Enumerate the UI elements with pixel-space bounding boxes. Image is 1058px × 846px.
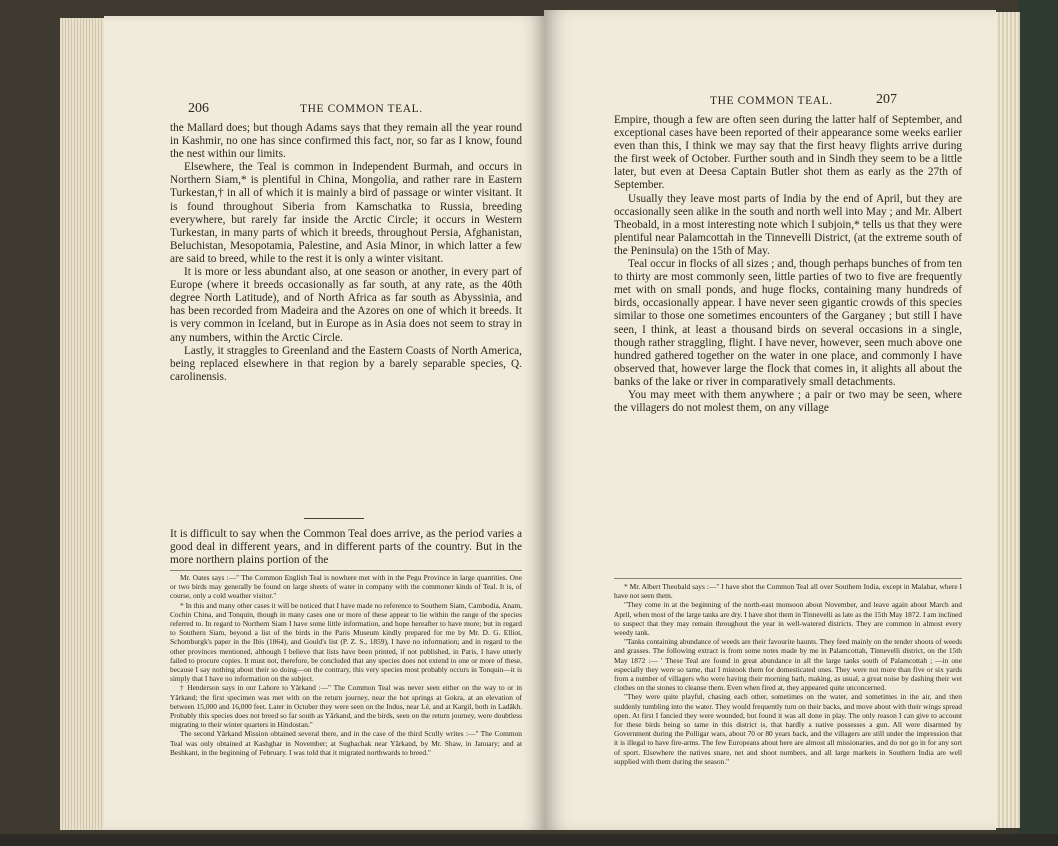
paragraph: You may meet with them anywhere ; a pair or two may be seen, where the villagers do not molest them, on any village	[614, 388, 962, 415]
paragraph: the Mallard does; but though Adams says that they remain all the year round in Kashmir, no one has since confirmed this fact, nor, so far as I know, found the nest within our limits.	[170, 122, 522, 161]
footnote-rule	[614, 578, 962, 579]
section-opening	[170, 528, 522, 567]
running-head: THE COMMON TEAL.	[710, 95, 833, 107]
paragraph: Elsewhere, the Teal is common in Independent Burmah, and occurs in Northern Siam,* is plentiful in China, Mongolia, and rather rare in Eastern Turkestan,† in all of which it is mainly a bird of passage or winter visitant. It is found throughout Siberia from Kamschatka to Russia, breeding everywhere, but rarely far inside the Arctic Circle; it occurs in Western Turkestan, in many parts of which it breeds, throughout Persia, Afghanistan, Beluchistan, Mesopotamia, Palestine, and Asia Minor, in which latter a few are said to breed, while to the rest it is only a winter visitant.	[170, 161, 522, 265]
cover-spine-edge	[1018, 0, 1058, 846]
footnote: The second Yârkand Mission obtained several there, and in the case of the third Scully writes :—" The Common Teal was only obtained at Kashghar in November; at Sughachak near Yârkand, by Mr. Shaw, in January; and at Beshkant, in the beginning of February. I was told that it migrated northwards to breed."	[170, 729, 522, 757]
paragraph: Empire, though a few are often seen during the latter half of September, and exceptional cases have been reported of their appearance some weeks earlier even than this, I think we may say that the first heavy flights arrive during the first week of October. Further south and in Sindh they seem to be a little later, but even at Deesa Captain Butler shot them as early as the 27th of September.	[614, 114, 962, 192]
footnote: "Tanks containing abundance of weeds are their favourite haunts. They feed mainly on the tender shoots of weeds and grasses. The following extract is from some notes made by me in Palamcottah, Tinnevelli district, on the 15th May 1872 :— ' These Teal are found in great abundance in all the large tanks south of Palamcottah ; —in one especially they were so tame, that I mistook them for domesticated ones. They were not more than five or six yards from a number of villagers who were having their morning bath, making, as usual, a great noise by dashing their wet clothes on the stones to cleanse them. Even when fired at, they appeared quite unconcerned.	[614, 637, 962, 693]
page-edges-left	[60, 18, 108, 830]
body-text	[614, 114, 962, 415]
paragraph: It is difficult to say when the Common Teal does arrive, as the period varies a good deal in different years, and in different parts of the country. But in the more northern plains portion of the	[170, 528, 522, 567]
right-page	[544, 10, 996, 830]
paragraph: It is more or less abundant also, at one season or another, in every part of Europe (where it breeds occasionally as far south, at any rate, as the 40th degree North Latitude), and of North Africa as far south as Abyssinia, and has been recorded from Madeira and the Azores on one of which it breeds. It is very common in Iceland, but in Europe as in Asia does not seem to stray in any numbers, within the Arctic Circle.	[170, 266, 522, 344]
left-page	[104, 16, 544, 830]
paragraph: Usually they leave most parts of India by the end of April, but they are occasionally seen alike in the south and north well into May ; and Mr. Albert Theobald, in a most interesting note which I subjoin,* tells us that they were plentiful near Palamcottah in the Tinnevelli District, (at the extreme south of the Peninsula) on the 15th of May.	[614, 192, 962, 257]
footnotes	[614, 582, 962, 766]
footnote: † Henderson says in our Lahore to Yârkand :—" The Common Teal was never seen either on the way to or in Yârkand; the first specimen was met with on the return journey, near the hot springs at Gokra, at an elevation of between 15,000 and 16,000 feet. Later in October they were seen on the Indus, near Lé, and at Kargil, both in Ladâkh. Probably this species does not breed so far south as Yârkand, and the birds, seen on the return journey, were doubtless migrating to their winter quarters in Hindostan."	[170, 683, 522, 730]
section-divider	[304, 518, 364, 519]
paragraph: Teal occur in flocks of all sizes ; and, though perhaps bunches of from ten to thirty are most commonly seen, little parties of two to five are frequently met with on small ponds, and huge flocks, containing many hundreds of birds, occasionally appear. I have never seen gigantic crowds of this species similar to those one sometimes encounters of the Garganey ; but still I have seen, I think, at least a thousand birds on several occasions in a single, though rather straggling, flight. I have never, however, seen much above one hundred gathered together on the water in one place, and commonly I have observed that, however large the flock that comes in, it alights all about the banks of the lake or river in comparatively small detachments.	[614, 258, 962, 388]
cover-bottom-edge	[0, 834, 1058, 846]
footnote: * In this and many other cases it will be noticed that I have made no reference to Southern Siam, Cambodia, Anam, Cochin China, and Tonquin, though in many cases one or more of these appear to lie within the range of the species referred to. In regard to Northern Siam I have some little information, and hope hereafter to have more; but in regard to Southern Siam, beyond a list of the birds in the Paris Museum kindly prepared for me by Mr. D. G. Elliot, Schomburgk's paper in the Ibis (1864), and Gould's list (P. Z. S., 1859), I have no information; and in regard to the other provinces mentioned, although I believe that lists have been printed, if not published, in Paris, I have utterly failed to procure copies. It must not, therefore, be concluded that any species does not extend to one or more of these, because I say nothing about their so doing—on the contrary, this very species most probably occurs in Tonquin—it is simply that I have no information on the subject.	[170, 600, 522, 684]
page-number: 206	[188, 101, 209, 116]
footnotes	[170, 573, 522, 757]
running-head: THE COMMON TEAL.	[300, 103, 423, 115]
footnote: "They come in at the beginning of the north-east monsoon about November, and leave again about March and April, when most of the large tanks are dry. I have shot them in Tinnevelli as late as the 15th May 1872. I am inclined to suspect that they may remain throughout the year in well-watered districts. They are common in almost every weedy tank.	[614, 600, 962, 638]
paragraph: Lastly, it straggles to Greenland and the Eastern Coasts of North America, being replaced elsewhere in that region by a barely separable species, Q. carolinensis.	[170, 344, 522, 383]
footnote-rule	[170, 570, 522, 571]
footnote: "They were quite playful, chasing each other, sometimes on the water, and sometimes in the air, and then suddenly tumbling into the water. They would frequently turn on their backs, and move about with their wings spread open. At first I fancied they were wounded, but found it was all done in play. The only reason I can give to account for these birds being so tame in this district is, that hardly a native possesses a gun. All were disarmed by Government during the Polligar wars, about 70 or 80 years back, and the villagers are still under the impression that it is illegal to have fire-arms. The few Europeans about here are almost all missionaries, and do not go in for any sort of sport. Elsewhere the natives snare, net and shoot numbers, and all large markets in Southern India are well supplied with them during the season."	[614, 692, 962, 766]
footnote: Mr. Oates says :—" The Common English Teal is nowhere met with in the Pegu Province in large quantities. One or two birds may generally be found on large sheets of water in company with the commoner kinds of Teal. It is, of course, only a cold weather visitor."	[170, 573, 522, 601]
body-text	[170, 122, 522, 384]
page-number: 207	[876, 92, 897, 107]
footnote: * Mr. Albert Theobald says :—" I have shot the Common Teal all over Southern India, except in Malabar, where I have not seen them.	[614, 582, 962, 601]
